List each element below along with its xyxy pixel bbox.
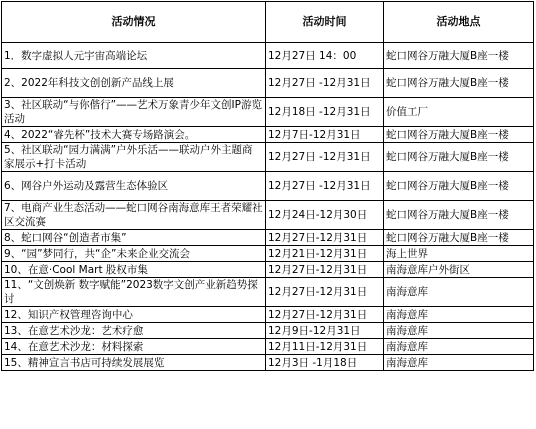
time-cell: 12月27日 -12月31日 [266, 172, 384, 201]
table-row [2, 307, 534, 323]
header-row [2, 2, 534, 43]
location-cell: 蛇口网谷万融大厦B座一楼 [384, 143, 534, 172]
activity-cell: 11、“文创焕新 数字赋能”2023数字文创产业新趋势探讨 [2, 278, 266, 307]
location-cell: 南海意库 [384, 355, 534, 371]
time-cell: 12月11日-12月31日 [266, 339, 384, 355]
table-row [2, 339, 534, 355]
activity-cell: 1．数字虚拟人元宇宙高端论坛 [2, 43, 266, 69]
location-cell: 南海意库户外街区 [384, 262, 534, 278]
location-cell: 蛇口网谷万融大厦B座一楼 [384, 230, 534, 246]
activity-cell: 14、在意艺术沙龙：材料探索 [2, 339, 266, 355]
table-row [2, 143, 534, 172]
table-row [2, 201, 534, 230]
activity-cell: 10、在意·Cool Mart 股权市集 [2, 262, 266, 278]
activity-cell: 2、2022年科技文创创新产品线上展 [2, 69, 266, 98]
table-row [2, 172, 534, 201]
header-location: 活动地点 [384, 2, 534, 43]
location-cell: 蛇口网谷万融大厦B座一楼 [384, 201, 534, 230]
activity-cell: 13、在意艺术沙龙：艺术疗愈 [2, 323, 266, 339]
time-cell: 12月27日-12月31日 [266, 278, 384, 307]
table-row [2, 43, 534, 69]
activity-cell: 9、“园”梦同行，共“企”未来企业交流会 [2, 246, 266, 262]
time-cell: 12月27日-12月31日 [266, 230, 384, 246]
time-cell: 12月9日-12月31日 [266, 323, 384, 339]
location-cell: 蛇口网谷万融大厦B座一楼 [384, 43, 534, 69]
time-cell: 12月3日 -1月18日 [266, 355, 384, 371]
activity-cell: 6、网谷户外运动及露营生态体验区 [2, 172, 266, 201]
table-row [2, 246, 534, 262]
time-cell: 12月27日 -12月31日 [266, 143, 384, 172]
time-cell: 12月21日-12月31日 [266, 246, 384, 262]
header-time: 活动时间 [266, 2, 384, 43]
time-cell: 12月7日-12月31日 [266, 127, 384, 143]
table-row [2, 69, 534, 98]
time-cell: 12月27日-12月31日 [266, 262, 384, 278]
time-cell: 12月27日 -12月31日 [266, 69, 384, 98]
table-row [2, 323, 534, 339]
time-cell: 12月27日-12月31日 [266, 307, 384, 323]
location-cell: 南海意库 [384, 307, 534, 323]
location-cell: 南海意库 [384, 323, 534, 339]
location-cell: 蛇口网谷万融大厦B座一楼 [384, 172, 534, 201]
location-cell: 海上世界 [384, 246, 534, 262]
table-row [2, 278, 534, 307]
location-cell: 蛇口网谷万融大厦B座一楼 [384, 69, 534, 98]
activity-cell: 4、2022“睿先杯”技术大赛专场路演会。 [2, 127, 266, 143]
table-row [2, 127, 534, 143]
table-row [2, 98, 534, 127]
table-row [2, 230, 534, 246]
activity-cell: 7、电商产业生态活动——蛇口网谷南海意库王者荣耀社区交流赛 [2, 201, 266, 230]
location-cell: 南海意库 [384, 339, 534, 355]
activity-cell: 12、知识产权管理咨询中心 [2, 307, 266, 323]
activity-cell: 3、社区联动“与你偕行”——艺术万象青少年文创IP游览活动 [2, 98, 266, 127]
location-cell: 南海意库 [384, 278, 534, 307]
activity-cell: 15、精神宣言书店可持续发展展览 [2, 355, 266, 371]
activity-cell: 5、社区联动“园力满满”户外乐活——联动户外主题商家展示+打卡活动 [2, 143, 266, 172]
table-row [2, 262, 534, 278]
time-cell: 12月18日 -12月31日 [266, 98, 384, 127]
events-table [1, 1, 534, 371]
table-row [2, 355, 534, 371]
time-cell: 12月24日-12月30日 [266, 201, 384, 230]
location-cell: 价值工厂 [384, 98, 534, 127]
time-cell: 12月27日 14：00 [266, 43, 384, 69]
activity-cell: 8、蛇口网谷“创造者市集” [2, 230, 266, 246]
header-activity: 活动情况 [2, 2, 266, 43]
location-cell: 蛇口网谷万融大厦B座一楼 [384, 127, 534, 143]
